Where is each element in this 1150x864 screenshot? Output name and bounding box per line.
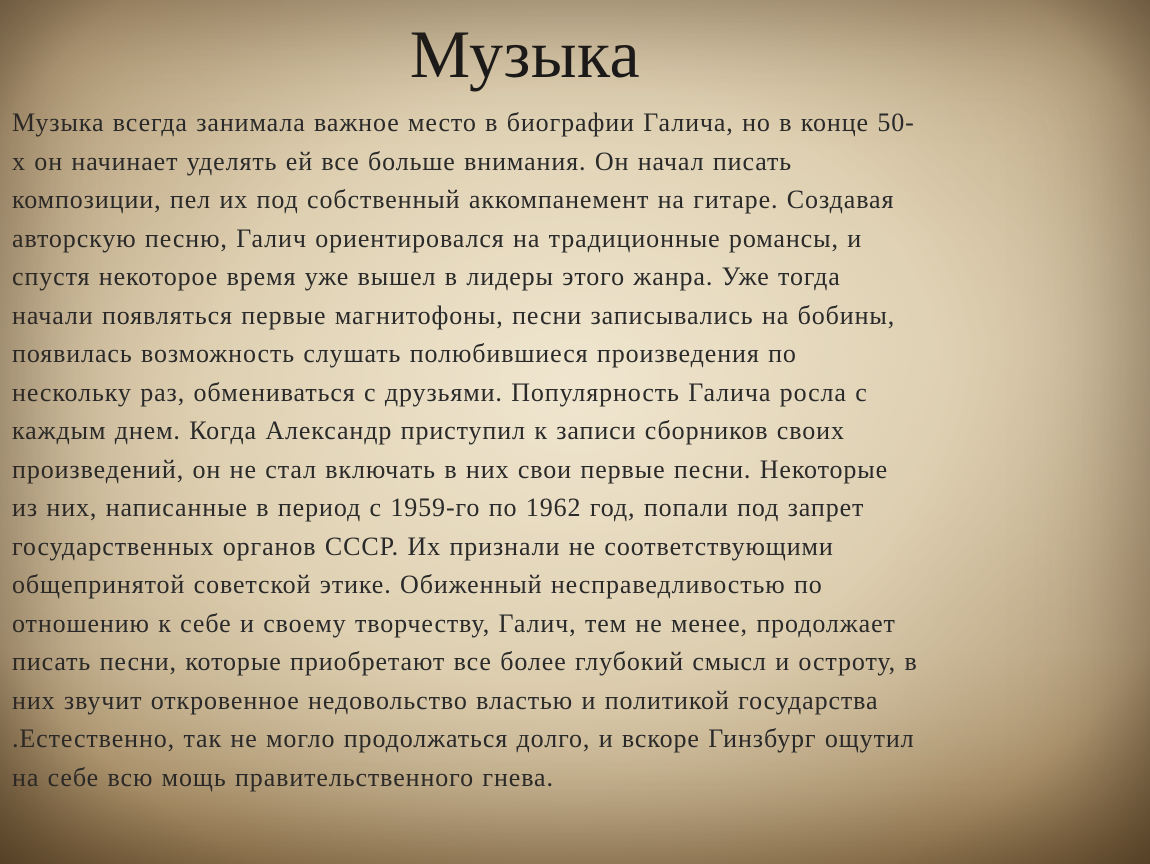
text-line: авторскую песню, Галич ориентировался на традиционные романсы, и (12, 223, 863, 253)
text-line: х он начинает уделять ей все больше внимания. Он начал писать (12, 146, 793, 176)
text-line: общепринятой советской этике. Обиженный несправедливостью по (12, 570, 823, 599)
text-line: писать песни, которые приобретают все более глубокий смысл и остроту, в (12, 647, 918, 676)
text-line: каждым днем. Когда Александр приступил к записи сборников своих (12, 416, 845, 445)
text-line: произведений, он не стал включать в них свои первые песни. Некоторые (12, 454, 889, 484)
text-line: отношению к себе и своему творчеству, Галич, тем не менее, продолжает (12, 608, 896, 638)
text-line: них звучит откровенное недовольство властью и политикой государства (12, 685, 879, 715)
text-line: начали появляться первые магнитофоны, песни записывались на бобины, (12, 300, 896, 330)
text-line: государственных органов СССР. Их признали не соответствующими (12, 531, 834, 561)
text-line: Музыка всегда занимала важное место в биографии Галича, но в конце 50- (12, 108, 915, 137)
text-line: появилась возможность слушать полюбившиеся произведения по (12, 339, 797, 368)
text-line: .Естественно, так не могло продолжаться долго, и вскоре Гинзбург ощутил (12, 724, 915, 753)
text-line: композиции, пел их под собственный аккомпанемент на гитаре. Создавая (12, 185, 895, 214)
text-line: из них, написанные в период с 1959-го по 1962 год, попали под запрет (12, 493, 865, 522)
slide-title: Музыка (409, 16, 641, 92)
text-line: спустя некоторое время уже вышел в лидеры этого жанра. Уже тогда (12, 262, 841, 291)
slide-body-text (12, 104, 1042, 797)
text-line: на себе всю мощь правительственного гнева. (12, 762, 554, 792)
text-line: нескольку раз, обмениваться с друзьями. Популярность Галича росла с (12, 377, 868, 407)
